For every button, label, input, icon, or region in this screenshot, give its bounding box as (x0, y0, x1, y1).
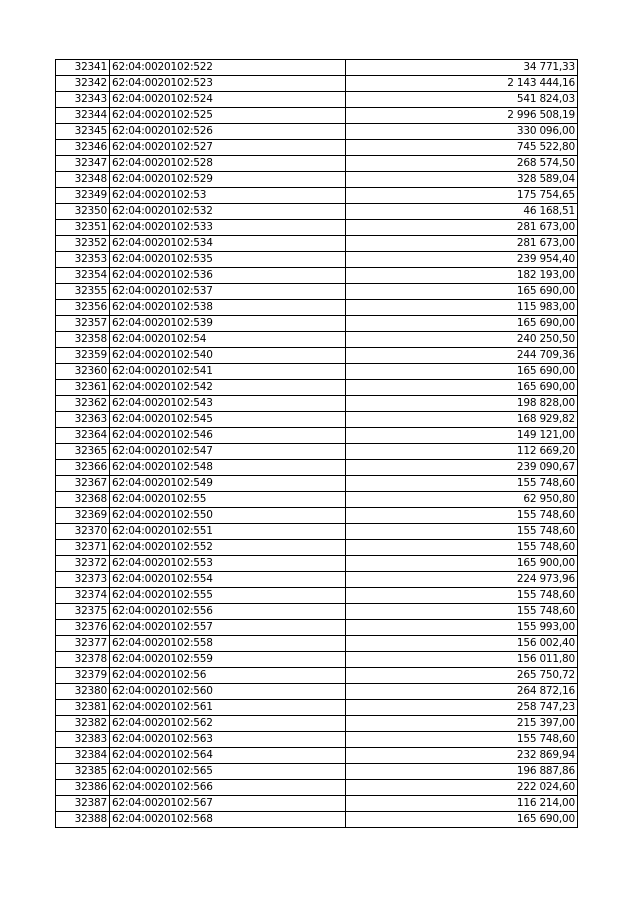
cadastral-value-cell: 165 690,00 (346, 812, 578, 828)
cadastral-value-cell: 155 748,60 (346, 524, 578, 540)
cadastral-value-cell: 240 250,50 (346, 332, 578, 348)
cadastral-value-cell: 155 748,60 (346, 604, 578, 620)
cadastral-value-cell: 155 993,00 (346, 620, 578, 636)
table-row (56, 156, 578, 172)
table-row (56, 428, 578, 444)
row-number-cell: 32357 (56, 316, 110, 332)
row-number-cell: 32354 (56, 268, 110, 284)
cadastral-number-cell: 62:04:0020102:557 (110, 620, 346, 636)
table-row (56, 140, 578, 156)
cadastral-number-cell: 62:04:0020102:523 (110, 76, 346, 92)
table-row (56, 316, 578, 332)
table-row (56, 620, 578, 636)
cadastral-number-cell: 62:04:0020102:552 (110, 540, 346, 556)
row-number-cell: 32385 (56, 764, 110, 780)
table-row (56, 236, 578, 252)
cadastral-value-cell: 46 168,51 (346, 204, 578, 220)
table-row (56, 764, 578, 780)
table-row (56, 524, 578, 540)
cadastral-value-cell: 215 397,00 (346, 716, 578, 732)
cadastral-value-cell: 34 771,33 (346, 60, 578, 76)
cadastral-number-cell: 62:04:0020102:534 (110, 236, 346, 252)
table-row (56, 812, 578, 828)
row-number-cell: 32369 (56, 508, 110, 524)
cadastral-value-table (55, 59, 578, 828)
table-row (56, 92, 578, 108)
table-row (56, 572, 578, 588)
table-row (56, 364, 578, 380)
cadastral-number-cell: 62:04:0020102:561 (110, 700, 346, 716)
cadastral-value-cell: 198 828,00 (346, 396, 578, 412)
table-row (56, 412, 578, 428)
cadastral-number-cell: 62:04:0020102:538 (110, 300, 346, 316)
cadastral-value-cell: 239 090,67 (346, 460, 578, 476)
cadastral-value-cell: 281 673,00 (346, 236, 578, 252)
cadastral-value-cell: 244 709,36 (346, 348, 578, 364)
cadastral-number-cell: 62:04:0020102:542 (110, 380, 346, 396)
row-number-cell: 32362 (56, 396, 110, 412)
cadastral-number-cell: 62:04:0020102:525 (110, 108, 346, 124)
table-row (56, 460, 578, 476)
table-row (56, 204, 578, 220)
cadastral-value-cell: 112 669,20 (346, 444, 578, 460)
table-row (56, 252, 578, 268)
table-row (56, 540, 578, 556)
table-row (56, 652, 578, 668)
cadastral-value-cell: 149 121,00 (346, 428, 578, 444)
row-number-cell: 32350 (56, 204, 110, 220)
cadastral-number-cell: 62:04:0020102:524 (110, 92, 346, 108)
table-row (56, 60, 578, 76)
row-number-cell: 32342 (56, 76, 110, 92)
cadastral-value-cell: 155 748,60 (346, 508, 578, 524)
cadastral-value-cell: 116 214,00 (346, 796, 578, 812)
cadastral-number-cell: 62:04:0020102:53 (110, 188, 346, 204)
cadastral-value-cell: 165 690,00 (346, 284, 578, 300)
table-row (56, 300, 578, 316)
row-number-cell: 32365 (56, 444, 110, 460)
cadastral-number-cell: 62:04:0020102:553 (110, 556, 346, 572)
row-number-cell: 32364 (56, 428, 110, 444)
cadastral-number-cell: 62:04:0020102:551 (110, 524, 346, 540)
cadastral-value-cell: 156 011,80 (346, 652, 578, 668)
table-row (56, 492, 578, 508)
cadastral-number-cell: 62:04:0020102:550 (110, 508, 346, 524)
cadastral-value-cell: 165 690,00 (346, 364, 578, 380)
cadastral-value-cell: 175 754,65 (346, 188, 578, 204)
row-number-cell: 32373 (56, 572, 110, 588)
cadastral-number-cell: 62:04:0020102:564 (110, 748, 346, 764)
cadastral-number-cell: 62:04:0020102:541 (110, 364, 346, 380)
cadastral-number-cell: 62:04:0020102:560 (110, 684, 346, 700)
cadastral-number-cell: 62:04:0020102:532 (110, 204, 346, 220)
row-number-cell: 32352 (56, 236, 110, 252)
row-number-cell: 32379 (56, 668, 110, 684)
row-number-cell: 32366 (56, 460, 110, 476)
cadastral-value-cell: 156 002,40 (346, 636, 578, 652)
table-row (56, 700, 578, 716)
cadastral-value-cell: 165 690,00 (346, 316, 578, 332)
cadastral-number-cell: 62:04:0020102:567 (110, 796, 346, 812)
row-number-cell: 32368 (56, 492, 110, 508)
row-number-cell: 32380 (56, 684, 110, 700)
cadastral-value-cell: 62 950,80 (346, 492, 578, 508)
row-number-cell: 32381 (56, 700, 110, 716)
cadastral-value-cell: 155 748,60 (346, 540, 578, 556)
cadastral-number-cell: 62:04:0020102:548 (110, 460, 346, 476)
row-number-cell: 32375 (56, 604, 110, 620)
row-number-cell: 32378 (56, 652, 110, 668)
cadastral-number-cell: 62:04:0020102:527 (110, 140, 346, 156)
row-number-cell: 32361 (56, 380, 110, 396)
cadastral-number-cell: 62:04:0020102:562 (110, 716, 346, 732)
row-number-cell: 32383 (56, 732, 110, 748)
cadastral-value-cell: 2 143 444,16 (346, 76, 578, 92)
row-number-cell: 32384 (56, 748, 110, 764)
row-number-cell: 32355 (56, 284, 110, 300)
row-number-cell: 32370 (56, 524, 110, 540)
table-row (56, 476, 578, 492)
cadastral-number-cell: 62:04:0020102:556 (110, 604, 346, 620)
row-number-cell: 32360 (56, 364, 110, 380)
cadastral-number-cell: 62:04:0020102:566 (110, 780, 346, 796)
cadastral-value-cell: 330 096,00 (346, 124, 578, 140)
cadastral-number-cell: 62:04:0020102:549 (110, 476, 346, 492)
cadastral-value-cell: 268 574,50 (346, 156, 578, 172)
table-row (56, 172, 578, 188)
cadastral-number-cell: 62:04:0020102:56 (110, 668, 346, 684)
table-row (56, 748, 578, 764)
table-row (56, 716, 578, 732)
cadastral-value-cell: 155 748,60 (346, 476, 578, 492)
row-number-cell: 32358 (56, 332, 110, 348)
cadastral-number-cell: 62:04:0020102:545 (110, 412, 346, 428)
table-row (56, 348, 578, 364)
table-row (56, 396, 578, 412)
cadastral-number-cell: 62:04:0020102:54 (110, 332, 346, 348)
row-number-cell: 32386 (56, 780, 110, 796)
row-number-cell: 32347 (56, 156, 110, 172)
row-number-cell: 32345 (56, 124, 110, 140)
table-row (56, 556, 578, 572)
cadastral-value-cell: 2 996 508,19 (346, 108, 578, 124)
cadastral-number-cell: 62:04:0020102:558 (110, 636, 346, 652)
row-number-cell: 32344 (56, 108, 110, 124)
cadastral-number-cell: 62:04:0020102:526 (110, 124, 346, 140)
row-number-cell: 32346 (56, 140, 110, 156)
table-row (56, 108, 578, 124)
table-row (56, 604, 578, 620)
cadastral-number-cell: 62:04:0020102:535 (110, 252, 346, 268)
row-number-cell: 32372 (56, 556, 110, 572)
table-row (56, 124, 578, 140)
table-row (56, 76, 578, 92)
cadastral-value-cell: 232 869,94 (346, 748, 578, 764)
cadastral-value-cell: 182 193,00 (346, 268, 578, 284)
cadastral-number-cell: 62:04:0020102:543 (110, 396, 346, 412)
cadastral-value-cell: 541 824,03 (346, 92, 578, 108)
cadastral-number-cell: 62:04:0020102:537 (110, 284, 346, 300)
row-number-cell: 32359 (56, 348, 110, 364)
row-number-cell: 32353 (56, 252, 110, 268)
cadastral-value-cell: 265 750,72 (346, 668, 578, 684)
table-row (56, 332, 578, 348)
row-number-cell: 32343 (56, 92, 110, 108)
cadastral-number-cell: 62:04:0020102:563 (110, 732, 346, 748)
cadastral-number-cell: 62:04:0020102:522 (110, 60, 346, 76)
row-number-cell: 32349 (56, 188, 110, 204)
cadastral-number-cell: 62:04:0020102:533 (110, 220, 346, 236)
row-number-cell: 32377 (56, 636, 110, 652)
cadastral-value-cell: 745 522,80 (346, 140, 578, 156)
cadastral-number-cell: 62:04:0020102:554 (110, 572, 346, 588)
cadastral-value-cell: 165 690,00 (346, 380, 578, 396)
cadastral-value-cell: 165 900,00 (346, 556, 578, 572)
table-row (56, 684, 578, 700)
cadastral-number-cell: 62:04:0020102:559 (110, 652, 346, 668)
row-number-cell: 32388 (56, 812, 110, 828)
table-row (56, 796, 578, 812)
cadastral-value-cell: 239 954,40 (346, 252, 578, 268)
row-number-cell: 32348 (56, 172, 110, 188)
row-number-cell: 32374 (56, 588, 110, 604)
row-number-cell: 32356 (56, 300, 110, 316)
row-number-cell: 32351 (56, 220, 110, 236)
row-number-cell: 32382 (56, 716, 110, 732)
cadastral-number-cell: 62:04:0020102:539 (110, 316, 346, 332)
table-row (56, 444, 578, 460)
cadastral-value-cell: 168 929,82 (346, 412, 578, 428)
row-number-cell: 32363 (56, 412, 110, 428)
cadastral-number-cell: 62:04:0020102:540 (110, 348, 346, 364)
cadastral-number-cell: 62:04:0020102:546 (110, 428, 346, 444)
table-row (56, 588, 578, 604)
cadastral-value-cell: 155 748,60 (346, 732, 578, 748)
cadastral-value-cell: 115 983,00 (346, 300, 578, 316)
cadastral-number-cell: 62:04:0020102:568 (110, 812, 346, 828)
cadastral-value-cell: 281 673,00 (346, 220, 578, 236)
table-row (56, 284, 578, 300)
cadastral-number-cell: 62:04:0020102:565 (110, 764, 346, 780)
row-number-cell: 32341 (56, 60, 110, 76)
cadastral-number-cell: 62:04:0020102:555 (110, 588, 346, 604)
table-row (56, 732, 578, 748)
cadastral-value-cell: 222 024,60 (346, 780, 578, 796)
table-row (56, 668, 578, 684)
table-row (56, 268, 578, 284)
cadastral-number-cell: 62:04:0020102:536 (110, 268, 346, 284)
cadastral-value-cell: 155 748,60 (346, 588, 578, 604)
cadastral-value-cell: 264 872,16 (346, 684, 578, 700)
table-row (56, 188, 578, 204)
cadastral-value-cell: 224 973,96 (346, 572, 578, 588)
table-row (56, 220, 578, 236)
row-number-cell: 32367 (56, 476, 110, 492)
cadastral-number-cell: 62:04:0020102:55 (110, 492, 346, 508)
cadastral-number-cell: 62:04:0020102:547 (110, 444, 346, 460)
cadastral-value-cell: 258 747,23 (346, 700, 578, 716)
row-number-cell: 32371 (56, 540, 110, 556)
table-row (56, 780, 578, 796)
cadastral-number-cell: 62:04:0020102:529 (110, 172, 346, 188)
cadastral-number-cell: 62:04:0020102:528 (110, 156, 346, 172)
cadastral-value-cell: 196 887,86 (346, 764, 578, 780)
table-row (56, 636, 578, 652)
cadastral-value-cell: 328 589,04 (346, 172, 578, 188)
table-body (56, 60, 578, 828)
row-number-cell: 32376 (56, 620, 110, 636)
row-number-cell: 32387 (56, 796, 110, 812)
table-row (56, 380, 578, 396)
table-row (56, 508, 578, 524)
